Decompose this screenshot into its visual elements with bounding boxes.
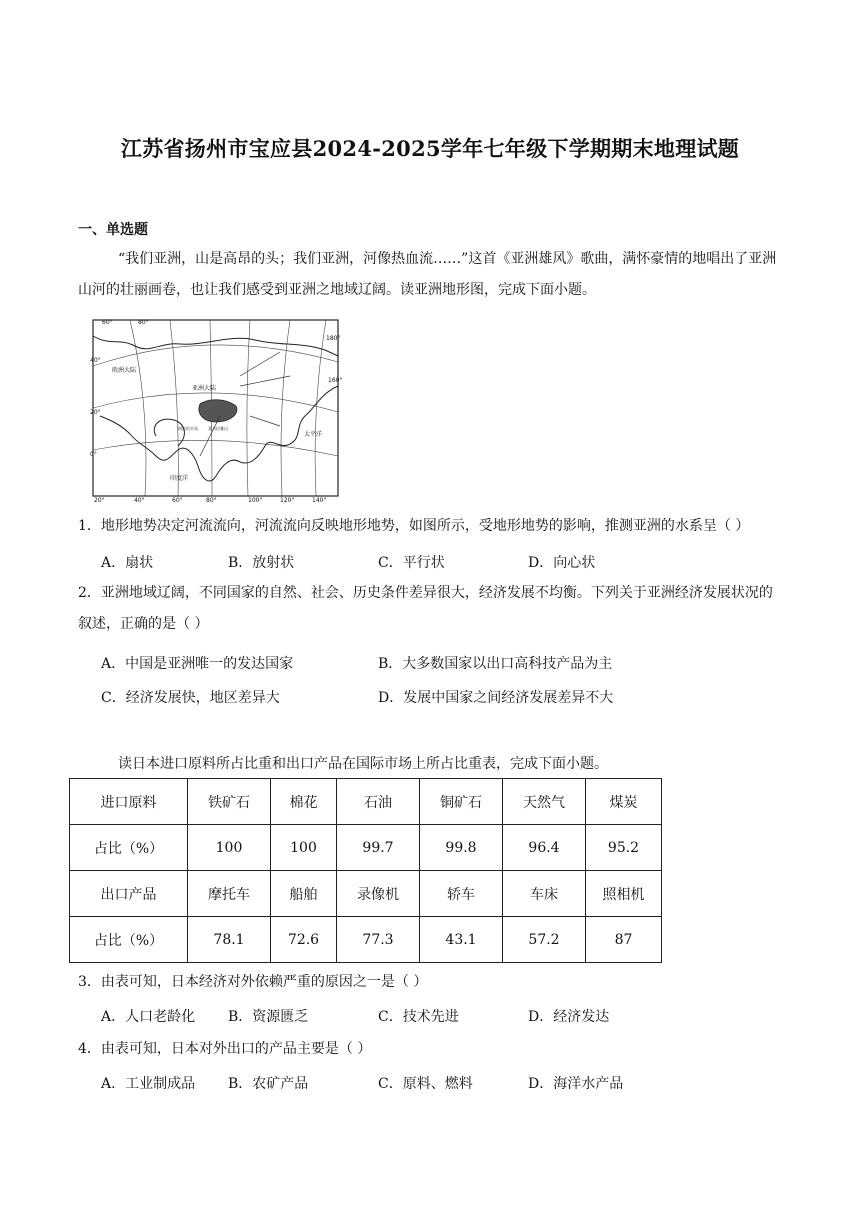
table-cell: 占比（%） <box>70 825 188 871</box>
table-cell: 57.2 <box>503 917 586 963</box>
table-cell: 摩托车 <box>188 871 271 917</box>
table-cell: 100 <box>188 825 271 871</box>
map-right-label: 180° <box>326 335 341 342</box>
table-cell: 石油 <box>337 779 420 825</box>
table-row <box>70 779 662 825</box>
map-bottom-label: 140° <box>312 497 327 502</box>
map-bottom-label: 80° <box>206 497 217 502</box>
section-heading: 一、单选题 <box>78 222 148 238</box>
table-cell: 43.1 <box>420 917 503 963</box>
map-bottom-label: 20° <box>94 497 105 502</box>
map-bottom-label: 100° <box>248 497 263 502</box>
table-cell: 72.6 <box>271 917 337 963</box>
table-cell: 出口产品 <box>70 871 188 917</box>
table-cell: 煤炭 <box>586 779 662 825</box>
option-b[interactable]: B．大多数国家以出口高科技产品为主 <box>378 656 613 672</box>
table-row <box>70 871 662 917</box>
option-a[interactable]: A．工业制成品 <box>101 1076 196 1092</box>
table-cell: 96.4 <box>503 825 586 871</box>
asia-terrain-map <box>90 316 342 502</box>
table-row <box>70 917 662 963</box>
map-left-label: 0° <box>90 451 97 458</box>
passage-japan: 读日本进口原料所占比重和出口产品在国际市场上所占比重表，完成下面小题。 <box>118 756 608 772</box>
table-cell: 99.7 <box>337 825 420 871</box>
option-d[interactable]: D．经济发达 <box>528 1009 610 1025</box>
map-left-label: 40° <box>90 357 101 364</box>
table-cell: 录像机 <box>337 871 420 917</box>
table-cell: 照相机 <box>586 871 662 917</box>
map-region-label: 亚洲大陆 <box>192 385 217 392</box>
table-row <box>70 825 662 871</box>
table-cell: 95.2 <box>586 825 662 871</box>
option-a[interactable]: A．中国是亚洲唯一的发达国家 <box>101 656 294 672</box>
passage-asia: “我们亚洲，山是高昂的头；我们亚洲，河像热血流……”这首《亚洲雄风》歌曲，满怀豪情的地唱出了亚洲山河的壮丽画卷，也让我们感受到亚洲之地域辽阔。读亚洲地形图，完成下面小题。 <box>78 251 777 298</box>
table-cell: 99.8 <box>420 825 503 871</box>
japan-trade-table <box>69 778 662 963</box>
question-2-stem: 2．亚洲地域辽阔，不同国家的自然、社会、历史条件差异很大，经济发展不均衡。下列关于亚洲经济发展状况的叙述，正确的是（ ） <box>78 585 773 632</box>
question-3-stem: 3．由表可知，日本经济对外依赖严重的原因之一是（ ） <box>78 974 428 990</box>
option-c[interactable]: C．技术先进 <box>378 1009 459 1025</box>
option-d[interactable]: D．向心状 <box>528 555 596 571</box>
option-c[interactable]: C．经济发展快，地区差异大 <box>101 690 280 706</box>
option-a[interactable]: A．人口老龄化 <box>101 1009 196 1025</box>
option-b[interactable]: B．农矿产品 <box>228 1076 309 1092</box>
option-d[interactable]: D．发展中国家之间经济发展差异不大 <box>378 690 614 706</box>
map-region-label: 阿拉伯半岛 <box>178 426 198 431</box>
table-cell: 轿车 <box>420 871 503 917</box>
map-top-label: 80° <box>138 319 149 326</box>
map-bottom-label: 120° <box>280 497 295 502</box>
map-top-label: 60° <box>102 319 113 326</box>
question-4-stem: 4．由表可知，日本对外出口的产品主要是（ ） <box>78 1041 372 1057</box>
table-cell: 78.1 <box>188 917 271 963</box>
table-cell: 铁矿石 <box>188 779 271 825</box>
map-region-label: 印度洋 <box>170 475 189 482</box>
option-c[interactable]: C．原料、燃料 <box>378 1076 473 1092</box>
map-bottom-label: 60° <box>172 497 183 502</box>
map-bottom-label: 40° <box>134 497 145 502</box>
table-cell: 车床 <box>503 871 586 917</box>
option-b[interactable]: B．资源匮乏 <box>228 1009 309 1025</box>
map-region-label: 喜马拉雅山 <box>208 426 228 431</box>
table-cell: 棉花 <box>271 779 337 825</box>
table-cell: 77.3 <box>337 917 420 963</box>
map-region-label: 太平洋 <box>304 431 323 438</box>
question-1-stem: 1．地形地势决定河流流向，河流流向反映地形地势，如图所示，受地形地势的影响，推测亚洲的水系呈（ ） <box>78 518 750 534</box>
option-a[interactable]: A．扇状 <box>101 555 154 571</box>
page-title: 江苏省扬州市宝应县2024-2025学年七年级下学期期末地理试题 <box>120 136 740 161</box>
table-cell: 100 <box>271 825 337 871</box>
table-cell: 铜矿石 <box>420 779 503 825</box>
option-d[interactable]: D．海洋水产品 <box>528 1076 624 1092</box>
table-cell: 占比（%） <box>70 917 188 963</box>
map-right-label: 160° <box>328 377 342 384</box>
map-left-label: 20° <box>90 409 101 416</box>
map-region-label: 欧洲大陆 <box>112 367 137 374</box>
table-cell: 船舶 <box>271 871 337 917</box>
table-cell: 天然气 <box>503 779 586 825</box>
table-cell: 进口原料 <box>70 779 188 825</box>
option-b[interactable]: B．放射状 <box>228 555 295 571</box>
table-cell: 87 <box>586 917 662 963</box>
option-c[interactable]: C．平行状 <box>378 555 445 571</box>
